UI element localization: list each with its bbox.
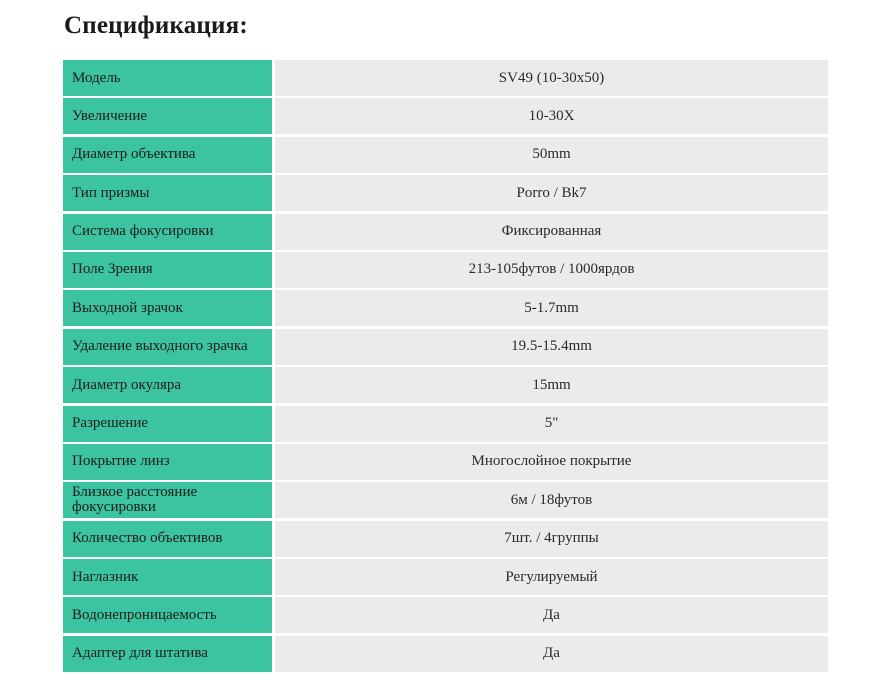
spec-value: 19.5-15.4mm <box>275 329 828 365</box>
table-row <box>63 636 828 672</box>
spec-value: 213-105футов / 1000ярдов <box>275 252 828 288</box>
table-row <box>63 60 828 96</box>
spec-value: 6м / 18футов <box>275 482 828 518</box>
spec-value: 10-30X <box>275 98 828 134</box>
spec-value: 5-1.7mm <box>275 290 828 326</box>
table-row <box>63 137 828 173</box>
spec-label: Тип призмы <box>63 175 272 211</box>
table-row <box>63 252 828 288</box>
spec-label: Увеличение <box>63 98 272 134</box>
spec-label: Адаптер для штатива <box>63 636 272 672</box>
spec-value: Да <box>275 597 828 633</box>
spec-label: Разрешение <box>63 406 272 442</box>
table-row <box>63 444 828 480</box>
spec-value: 15mm <box>275 367 828 403</box>
table-row <box>63 559 828 595</box>
spec-label: Модель <box>63 60 272 96</box>
spec-label: Удаление выходного зрачка <box>63 329 272 365</box>
table-row <box>63 98 828 134</box>
table-row <box>63 214 828 250</box>
spec-value: 7шт. / 4группы <box>275 521 828 557</box>
spec-value: 50mm <box>275 137 828 173</box>
spec-value: 5" <box>275 406 828 442</box>
table-row <box>63 597 828 633</box>
spec-value: Регулируемый <box>275 559 828 595</box>
spec-label: Выходной зрачок <box>63 290 272 326</box>
spec-label: Наглазник <box>63 559 272 595</box>
table-row <box>63 482 828 518</box>
spec-value: Многослойное покрытие <box>275 444 828 480</box>
spec-table <box>63 60 828 674</box>
spec-label: Покрытие линз <box>63 444 272 480</box>
table-row <box>63 367 828 403</box>
spec-label: Количество объективов <box>63 521 272 557</box>
spec-value: Фиксированная <box>275 214 828 250</box>
spec-label: Диаметр окуляра <box>63 367 272 403</box>
table-row <box>63 175 828 211</box>
spec-label: Диаметр объектива <box>63 137 272 173</box>
table-row <box>63 290 828 326</box>
spec-label: Система фокусировки <box>63 214 272 250</box>
spec-label: Водонепроницаемость <box>63 597 272 633</box>
spec-value: SV49 (10-30x50) <box>275 60 828 96</box>
table-row <box>63 521 828 557</box>
spec-value: Porro / Bk7 <box>275 175 828 211</box>
page-title: Спецификация: <box>64 12 248 39</box>
table-row <box>63 406 828 442</box>
spec-label: Близкое расстояние фокусировки <box>63 482 272 518</box>
table-row <box>63 329 828 365</box>
spec-label: Поле Зрения <box>63 252 272 288</box>
spec-value: Да <box>275 636 828 672</box>
